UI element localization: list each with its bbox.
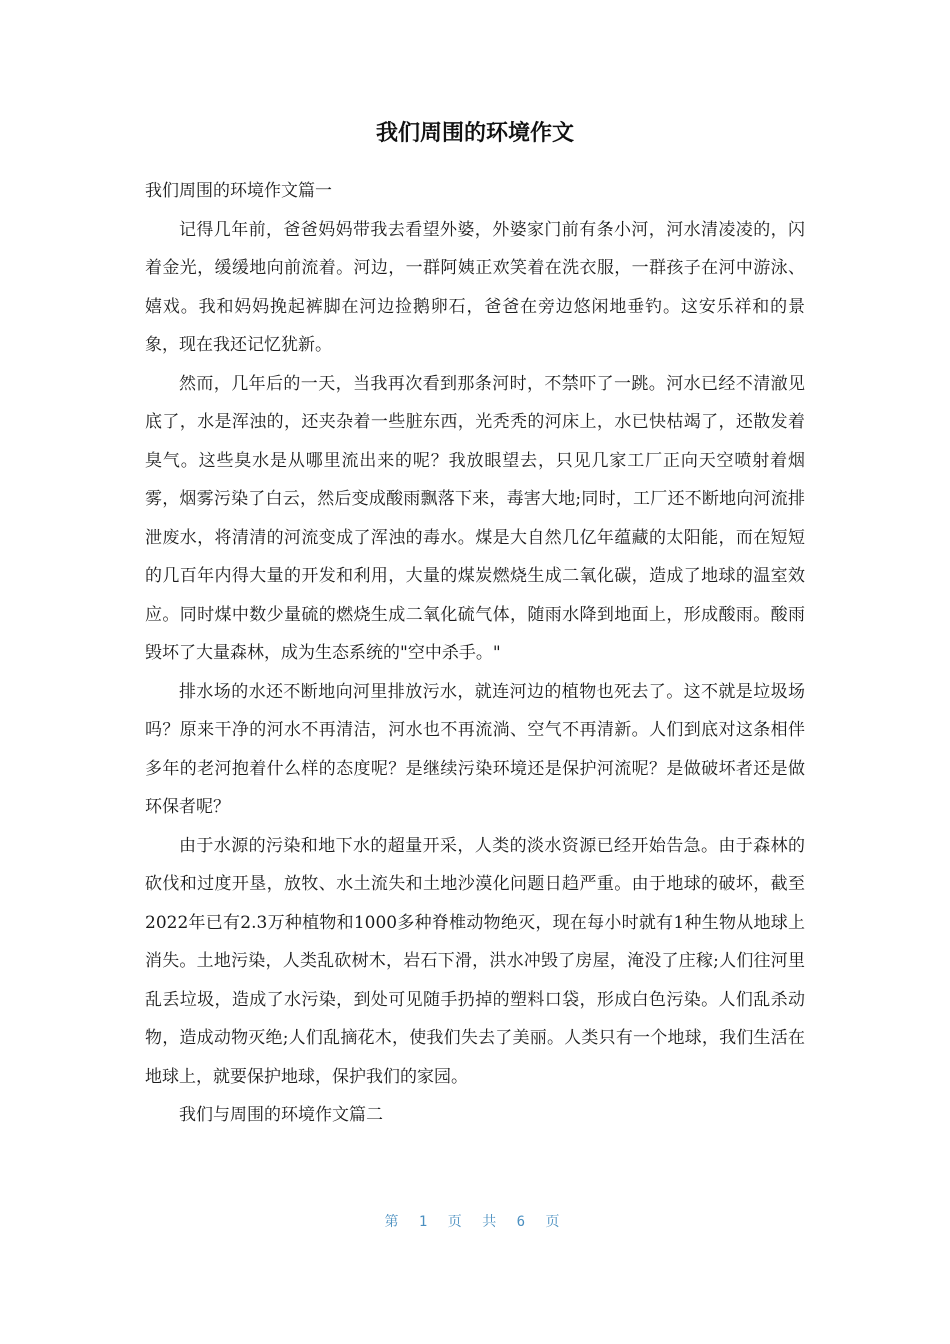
document-body [145,172,805,1135]
paragraph-3: 排水场的水还不断地向河里排放污水，就连河边的植物也死去了。这不就是垃圾场吗？原来干净的河水不再清洁，河水也不再流淌、空气不再清新。人们到底对这条相伴多年的老河抱着什么样的态度呢？是继续污染环境还是保护河流呢？是做破坏者还是做环保者呢？ [145,681,805,817]
paragraph-1: 记得几年前，爸爸妈妈带我去看望外婆，外婆家门前有条小河，河水清凌凌的，闪着金光，缓缓地向前流着。河边，一群阿姨正欢笑着在洗衣服，一群孩子在河中游泳、嬉戏。我和妈妈挽起裤脚在河边捡鹅卵石，爸爸在旁边悠闲地垂钓。这安乐祥和的景象，现在我还记忆犹新。 [145,219,805,355]
paragraph-2: 然而，几年后的一天，当我再次看到那条河时，不禁吓了一跳。河水已经不清澈见底了，水是浑浊的，还夹杂着一些脏东西，光秃秃的河床上，水已快枯竭了，还散发着臭气。这些臭水是从哪里流出来的呢？我放眼望去，只见几家工厂正向天空喷射着烟雾，烟雾污染了白云，然后变成酸雨飘落下来，毒害大地;同时，工厂还不断地向河流排泄废水，将清清的河流变成了浑浊的毒水。煤是大自然几亿年蕴藏的太阳能，而在短短的几百年内得大量的开发和利用，大量的煤炭燃烧生成二氧化碳，造成了地球的温室效应。同时煤中数少量硫的燃烧生成二氧化硫气体，随雨水降到地面上，形成酸雨。酸雨毁坏了大量森林，成为生态系统的"空中杀手。" [145,373,805,663]
paragraph-4: 由于水源的污染和地下水的超量开采，人类的淡水资源已经开始告急。由于森林的砍伐和过度开垦，放牧、水土流失和土地沙漠化问题日趋严重。由于地球的破坏，截至2022年已有2.3万种植物和1000多种脊椎动物绝灭，现在每小时就有1种生物从地球上消失。土地污染，人类乱砍树木，岩石下滑，洪水冲毁了房屋，淹没了庄稼;人们往河里乱丢垃圾，造成了水污染，到处可见随手扔掉的塑料口袋，形成白色污染。人们乱杀动物，造成动物灭绝;人们乱摘花木，使我们失去了美丽。人类只有一个地球，我们生活在地球上，就要保护地球，保护我们的家园。 [145,835,805,1087]
section-heading-2: 我们与周围的环境作文篇二 [179,1105,383,1125]
document-title: 我们周围的环境作文 [375,121,574,146]
section-heading-1: 我们周围的环境作文篇一 [145,181,332,201]
page-number-footer: 第 1 页 共 6 页 [384,1214,566,1230]
